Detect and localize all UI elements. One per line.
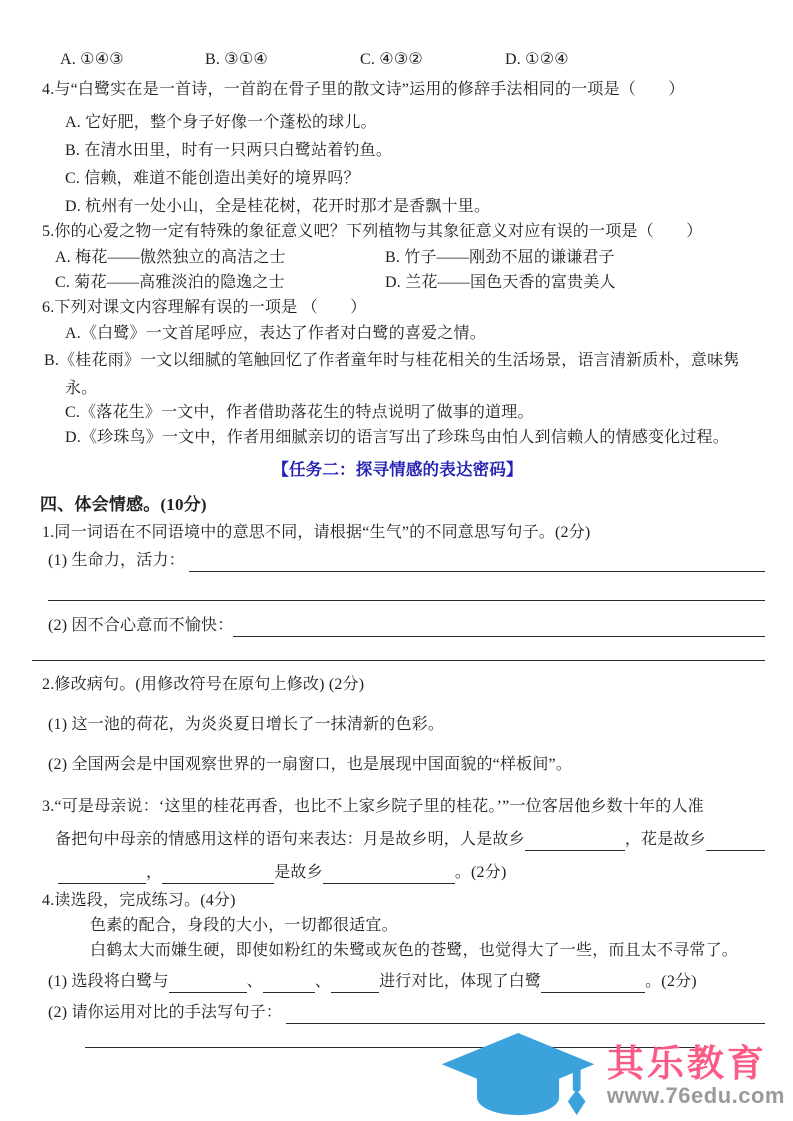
text-segment: 5.你的心爱之物一定有特殊的象征意义吧？下列植物与其象征意义对应有误的一项是（ ） <box>42 223 703 240</box>
text-segment: 是故乡 <box>274 864 323 881</box>
text-segment: 白鹤太大而嫌生硬，即使如粉红的朱鹭或灰色的苍鹭，也觉得大了一些，而且太不寻常了。 <box>90 942 739 959</box>
graduation-cap-icon <box>441 1033 599 1119</box>
q4-option-d <box>65 193 765 221</box>
answer-line <box>32 660 765 661</box>
section-four-title <box>40 491 765 519</box>
answer-blank <box>331 971 379 993</box>
brand-website: www.76edu.com <box>606 1083 785 1108</box>
text-segment: 四、体会情感。(10分) <box>40 495 207 514</box>
q4-option-a <box>65 109 765 137</box>
text-segment: 1.同一词语在不同语境中的意思不同，请根据“生气”的不同意思写句子。(2分) <box>42 524 591 541</box>
text-segment: ，花是故乡 <box>624 831 706 848</box>
text-segment: C. ④③② <box>360 51 423 68</box>
text-segment: D. 杭州有一处小山，全是桂花树，花开时那才是香飘十里。 <box>65 198 491 215</box>
text-segment: 。(2分) <box>454 864 507 881</box>
text-segment: 【任务二：探寻情感的表达密码】 <box>272 460 523 479</box>
text-segment: (1) 选段将白鹭与 <box>48 973 169 990</box>
q6-option-b <box>44 347 765 403</box>
text-segment: 6.下列对课文内容理解有误的一项是 （ ） <box>42 299 367 316</box>
text-segment: (1) 生命力，活力： <box>48 552 190 569</box>
text-segment: A. 它好肥，整个身子好像一个蓬松的球儿。 <box>65 114 377 131</box>
q6-option-d <box>65 424 765 452</box>
answer-blank <box>169 971 247 993</box>
text-segment: 、 <box>314 973 332 990</box>
text-segment: A.《白鹭》一文首尾呼应，表达了作者对白鹭的喜爱之情。 <box>65 325 486 342</box>
text-segment: (2) 请你运用对比的手法写句子： <box>48 1004 287 1021</box>
document-content <box>30 46 765 1048</box>
answer-blank <box>263 971 315 993</box>
text-segment: C.《落花生》一文中，作者借助落花生的特点说明了做事的道理。 <box>65 404 534 421</box>
logo-text-block <box>607 1044 785 1108</box>
q5-options-cd <box>55 269 765 297</box>
text-segment: 4.读选段，完成练习。(4分) <box>42 892 236 909</box>
s4-q4-passage2 <box>90 937 765 965</box>
text-segment: B. 竹子——刚劲不屈的谦谦君子 <box>385 249 615 266</box>
s4-q2-sub2 <box>48 751 765 779</box>
text-segment: A. ①④③ <box>60 51 124 68</box>
s4-q3-line2 <box>55 826 765 854</box>
answer-blank <box>233 615 765 637</box>
s4-q3-line3 <box>58 859 765 887</box>
answer-blank <box>323 862 455 884</box>
q6-option-a <box>65 320 765 348</box>
text-segment: ， <box>146 864 163 881</box>
q5-stem <box>42 218 765 246</box>
text-segment: C. 菊花——高雅淡泊的隐逸之士 <box>55 274 285 291</box>
q3-options-row <box>60 46 765 74</box>
text-segment: C. 信赖，难道不能创造出美好的境界吗？ <box>65 170 360 187</box>
s4-q1-sub2 <box>48 612 765 640</box>
text-segment: 2.修改病句。(用修改符号在原句上修改) (2分) <box>42 676 365 693</box>
answer-blank <box>189 550 765 572</box>
s4-q4-stem <box>42 887 765 915</box>
s4-q4-passage1 <box>90 912 765 940</box>
s4-q2-stem <box>42 671 765 699</box>
text-segment: 3.“可是母亲说：‘这里的桂花再香，也比不上家乡院子里的桂花。’”一位客居他乡数十年的人准 <box>42 798 704 815</box>
s4-q4-sub2 <box>48 999 765 1027</box>
text-segment: B. ③①④ <box>205 51 268 68</box>
s4-q3-line1 <box>42 793 765 821</box>
answer-line <box>48 600 765 601</box>
brand-name: 其乐教育 <box>606 1043 767 1084</box>
text-segment: D. ①②④ <box>505 51 569 68</box>
text-segment: (1) 这一池的荷花，为炎炎夏日增长了一抹清新的色彩。 <box>48 716 445 733</box>
text-segment: (2) 全国两会是中国观察世界的一扇窗口，也是展现中国面貌的“样板间”。 <box>48 756 573 773</box>
text-segment: A. 梅花——傲然独立的高洁之士 <box>55 249 286 266</box>
brand-logo <box>441 1033 785 1119</box>
answer-blank <box>162 862 274 884</box>
q4-option-c <box>65 165 765 193</box>
answer-blank <box>286 1002 765 1024</box>
q4-option-b <box>65 137 765 165</box>
text-segment: 色素的配合，身段的大小，一切都很适宜。 <box>90 917 398 934</box>
answer-blank <box>58 862 146 884</box>
q6-option-c <box>65 399 765 427</box>
task-two-header <box>30 456 765 484</box>
text-segment: 、 <box>246 973 263 990</box>
text-segment: 4.与“白鹭实在是一首诗，一首韵在骨子里的散文诗”运用的修辞手法相同的一项是（ ） <box>42 81 685 98</box>
answer-blank <box>541 971 645 993</box>
text-segment: D.《珍珠鸟》一文中，作者用细腻亲切的语言写出了珍珠鸟由怕人到信赖人的情感变化过程。 <box>65 429 729 446</box>
text-segment: 备把句中母亲的情感用这样的语句来表达：月是故乡明，人是故乡 <box>55 831 525 848</box>
s4-q2-sub1 <box>48 711 765 739</box>
text-segment: B. 在清水田里，时有一只两只白鹭站着钓鱼。 <box>65 142 393 159</box>
q6-stem <box>42 294 765 322</box>
s4-q4-sub1 <box>48 968 765 996</box>
q5-options-ab <box>55 244 765 272</box>
s4-q1-sub1 <box>48 547 765 575</box>
answer-blank <box>706 829 765 851</box>
q4-stem <box>42 76 765 104</box>
text-segment: 。(2分) <box>645 973 697 990</box>
answer-blank <box>525 829 625 851</box>
text-segment: B.《桂花雨》一文以细腻的笔触回忆了作者童年时与桂花相关的生活场景，语言清新质朴，意味隽永。 <box>44 352 740 397</box>
text-segment: D. 兰花——国色天香的富贵美人 <box>385 274 616 291</box>
text-segment: (2) 因不合心意而不愉快： <box>48 617 234 634</box>
s4-q1-stem <box>42 519 765 547</box>
text-segment: 进行对比，体现了白鹭 <box>379 973 542 990</box>
